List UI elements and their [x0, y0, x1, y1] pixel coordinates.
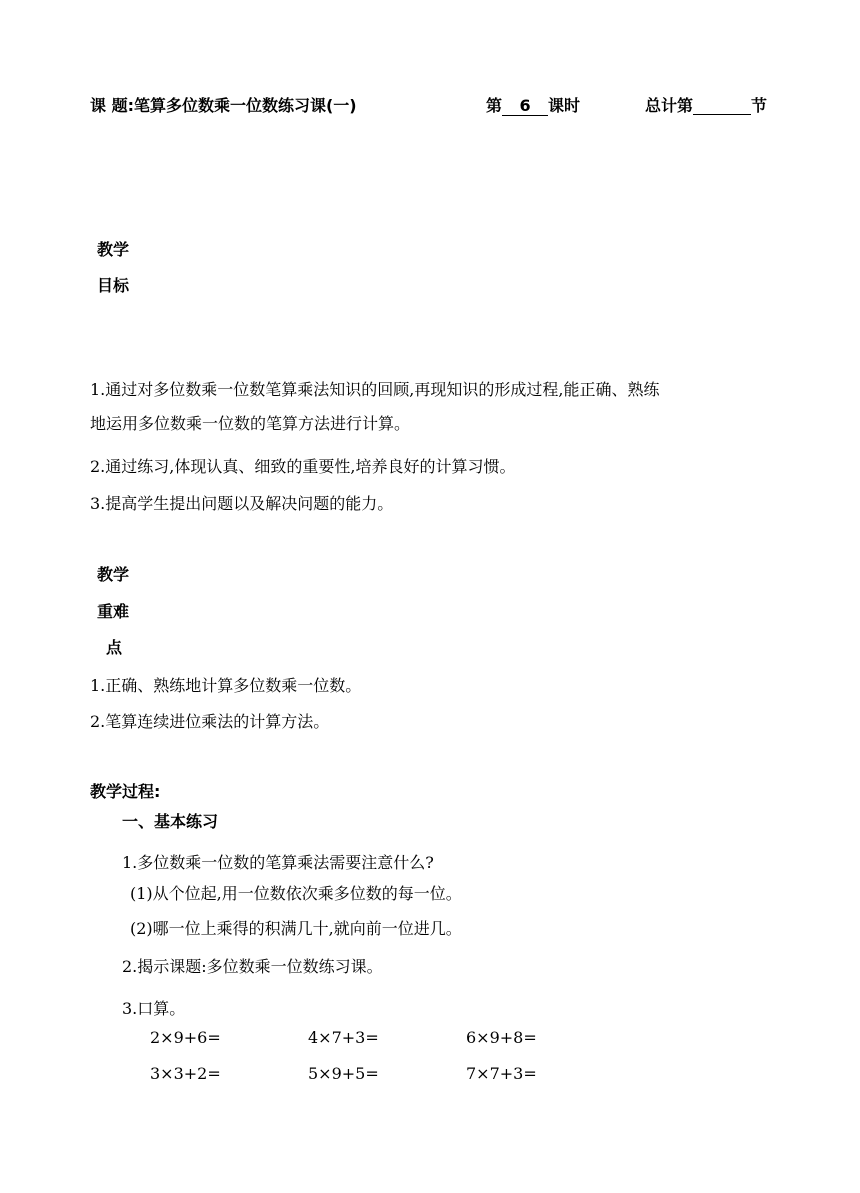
process-line-5: 3.口算。 [122, 999, 186, 1018]
goals-label-line2: 目标 [97, 276, 130, 295]
keypoints-label-line2: 重难 [97, 602, 130, 621]
process-title: 教学过程: [90, 782, 161, 801]
goal-item-1-cont: 地运用多位数乘一位数的笔算方法进行计算。 [90, 414, 411, 433]
topic-label: 课 题: [90, 96, 134, 115]
keypoint-item-2: 2.笔算连续进位乘法的计算方法。 [90, 712, 330, 731]
total-count-field [645, 96, 767, 115]
process-line-3: (2)哪一位上乘得的积满几十,就向前一位进几。 [130, 919, 462, 938]
calc-item: 7×7+3= [466, 1064, 537, 1083]
total-prefix: 总计第 [645, 96, 694, 115]
topic-title: 笔算多位数乘一位数练习课(一) [133, 96, 357, 115]
goal-item-3: 3.提高学生提出问题以及解决问题的能力。 [90, 494, 394, 513]
calc-item: 2×9+6= [150, 1028, 221, 1047]
total-suffix: 节 [751, 96, 768, 115]
process-line-1: 1.多位数乘一位数的笔算乘法需要注意什么? [122, 853, 434, 872]
lesson-number-field [486, 96, 580, 116]
process-line-4: 2.揭示课题:多位数乘一位数练习课。 [122, 957, 383, 976]
section-basic-practice: 一、基本练习 [122, 812, 219, 831]
process-line-2: (1)从个位起,用一位数依次乘多位数的每一位。 [130, 884, 462, 903]
keypoints-label-line3: 点 [106, 638, 123, 657]
keypoint-item-1: 1.正确、熟练地计算多位数乘一位数。 [90, 676, 362, 695]
goals-label-line1: 教学 [97, 240, 130, 259]
lesson-prefix: 第 [486, 96, 503, 115]
keypoints-label-line1: 教学 [97, 565, 130, 584]
calc-item: 6×9+8= [466, 1028, 537, 1047]
goal-item-2: 2.通过练习,体现认真、细致的重要性,培养良好的计算习惯。 [90, 457, 516, 476]
calc-item: 4×7+3= [308, 1028, 379, 1047]
lesson-suffix: 课时 [548, 96, 581, 115]
goal-item-1: 1.通过对多位数乘一位数笔算乘法知识的回顾,再现知识的形成过程,能正确、熟练 [90, 380, 660, 399]
calc-item: 3×3+2= [150, 1064, 221, 1083]
total-value-blank [693, 96, 751, 115]
calc-item: 5×9+5= [308, 1064, 379, 1083]
topic-line [90, 96, 357, 115]
lesson-number: 6 [502, 96, 548, 116]
